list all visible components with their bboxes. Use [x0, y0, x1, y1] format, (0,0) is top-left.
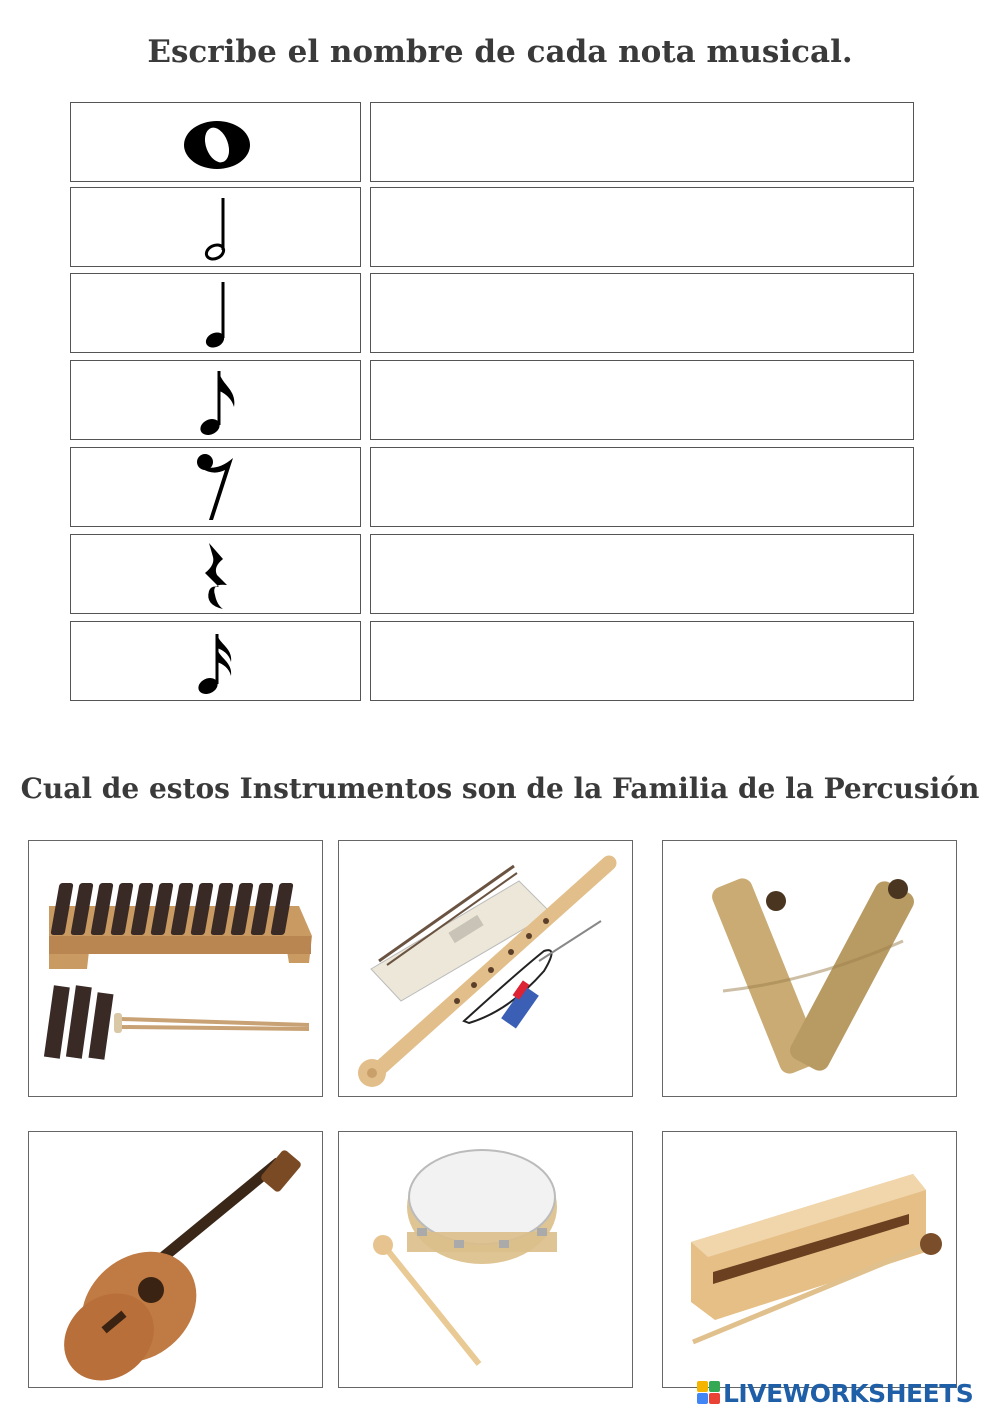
- quarter-note-icon: [71, 274, 362, 354]
- liveworksheets-logo: [697, 1377, 973, 1409]
- page-title: Escribe el nombre de cada nota musical.: [147, 34, 853, 70]
- wood-block-icon: [663, 1132, 958, 1389]
- eighth-rest-icon: [71, 448, 362, 528]
- answer-field[interactable]: [370, 273, 914, 353]
- note-cell: [70, 102, 361, 182]
- note-cell: [70, 187, 361, 267]
- guitar-icon: [29, 1132, 324, 1389]
- answer-field[interactable]: [370, 447, 914, 527]
- note-cell: [70, 621, 361, 701]
- note-cell: [70, 360, 361, 440]
- sixteenth-note-icon: [71, 622, 362, 702]
- claves-icon: [663, 841, 958, 1098]
- section-title: Cual de estos Instrumentos son de la Familia de la Percusión: [20, 772, 980, 805]
- instrument-card-xylophone[interactable]: [28, 840, 323, 1097]
- quarter-rest-icon: [71, 535, 362, 615]
- instrument-card-claves[interactable]: [662, 840, 957, 1097]
- instrument-card-wood-block[interactable]: [662, 1131, 957, 1388]
- answer-field[interactable]: [370, 360, 914, 440]
- note-cell: [70, 534, 361, 614]
- answer-field[interactable]: [370, 102, 914, 182]
- answer-field[interactable]: [370, 621, 914, 701]
- eighth-note-icon: [71, 361, 362, 441]
- whole-note-icon: [71, 103, 362, 183]
- note-cell: [70, 447, 361, 527]
- liveworksheets-logo-icon: [697, 1381, 721, 1405]
- xylophone-icon: [29, 841, 324, 1098]
- recorder-flute-icon: [339, 841, 634, 1098]
- half-note-icon: [71, 188, 362, 268]
- tambourine-icon: [339, 1132, 634, 1389]
- answer-field[interactable]: [370, 534, 914, 614]
- logo-text: LIVEWORKSHEETS: [723, 1378, 974, 1408]
- note-cell: [70, 273, 361, 353]
- instrument-card-guitar[interactable]: [28, 1131, 323, 1388]
- instrument-card-tambourine[interactable]: [338, 1131, 633, 1388]
- answer-field[interactable]: [370, 187, 914, 267]
- instrument-card-recorder[interactable]: [338, 840, 633, 1097]
